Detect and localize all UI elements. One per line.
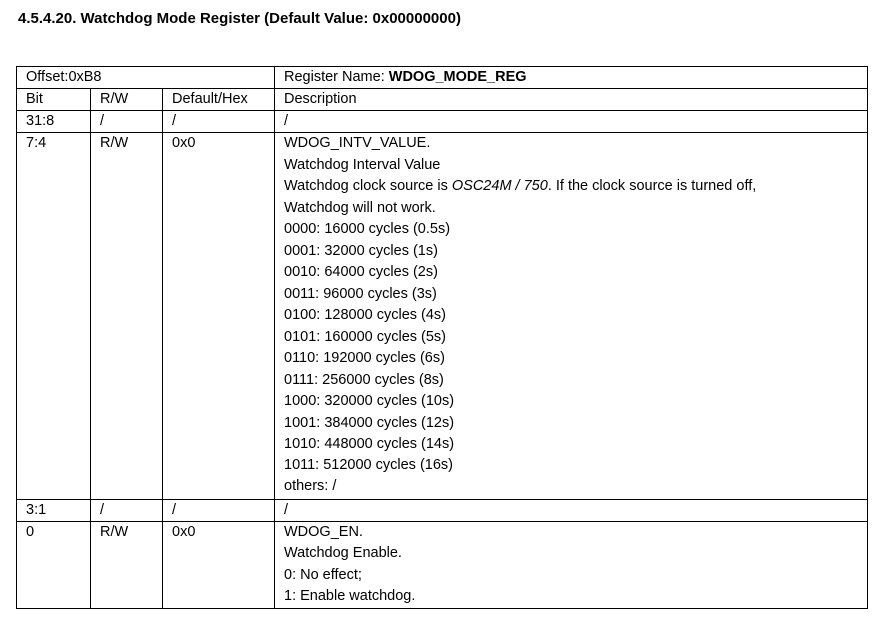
value-option: 0110: 192000 cycles (6s) [284,350,445,366]
clock-source-line [284,176,867,198]
value-option: 0101: 160000 cycles (5s) [284,328,447,345]
bit-header: Bit [17,89,91,111]
value-option: 0010: 64000 cycles (2s) [284,264,438,280]
column-header-row [17,89,868,111]
bit-cell: 31:8 [17,111,91,133]
value-option: 0: No effect; [284,566,362,583]
bit-cell: 7:4 [17,133,91,500]
value-option: 1: Enable watchdog. [284,588,416,604]
clock-suffix: . If the clock source is turned off, [547,178,757,194]
value-option: 0100: 128000 cycles (4s) [284,307,447,323]
value-option: 1011: 512000 cycles (16s) [284,456,454,473]
description-cell [275,521,868,608]
clock-source-line-2: Watchdog will not work. [284,199,436,216]
value-option: 0000: 16000 cycles (0.5s) [284,221,451,237]
value-option: 1010: 448000 cycles (14s) [284,436,455,452]
register-name-label: Register Name: [284,69,389,85]
bit-cell: 0 [17,521,91,608]
value-option: 0001: 32000 cycles (1s) [284,242,438,259]
default-cell: / [163,111,275,133]
default-cell: / [163,499,275,521]
register-info-row [17,67,868,89]
rw-cell: / [91,111,163,133]
table-row [17,133,868,500]
description-cell [275,133,868,500]
description-cell: / [275,499,868,521]
register-table [16,66,868,609]
default-cell: 0x0 [163,133,275,500]
field-name: WDOG_INTV_VALUE. [284,135,431,151]
clock-source: OSC24M / 750 [451,178,548,194]
value-option: 1001: 384000 cycles (12s) [284,414,455,431]
table-row [17,111,868,133]
field-title: Watchdog Enable. [284,545,402,561]
field-name: WDOG_EN. [284,523,363,540]
section-title: 4.5.4.20. Watchdog Mode Register (Default Value: 0x00000000) [18,10,461,27]
value-option: 1000: 320000 cycles (10s) [284,393,455,409]
rw-cell: R/W [91,133,163,500]
value-option: 0011: 96000 cycles (3s) [284,285,437,302]
register-name-value: WDOG_MODE_REG [388,69,527,85]
description-header: Description [275,89,868,111]
description-cell: / [275,111,868,133]
default-header: Default/Hex [163,89,275,111]
rw-cell: R/W [91,521,163,608]
rw-cell: / [91,499,163,521]
offset-cell: Offset:0xB8 [17,67,275,89]
clock-prefix: Watchdog clock source is [284,178,452,194]
table-row [17,499,868,521]
default-cell: 0x0 [163,521,275,608]
value-option: 0111: 256000 cycles (8s) [284,371,444,388]
bit-cell: 3:1 [17,499,91,521]
value-option: others: / [284,477,337,494]
register-name-cell [275,67,868,89]
rw-header: R/W [91,89,163,111]
table-row [17,521,868,608]
field-title: Watchdog Interval Value [284,156,441,173]
